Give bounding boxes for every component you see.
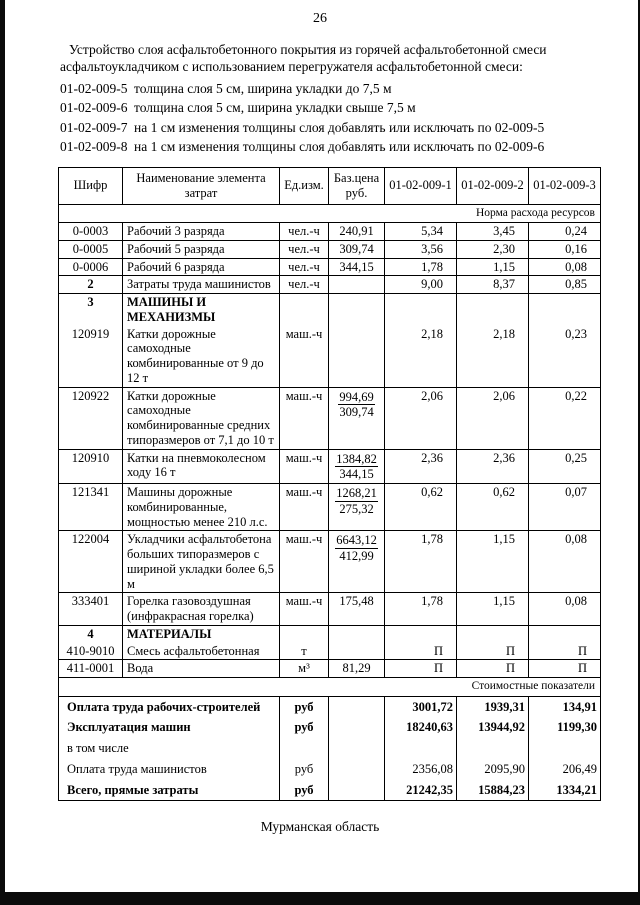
row-code: 120919 [59, 326, 123, 388]
summary-value: 1939,31 [457, 696, 529, 717]
row-value: П [385, 660, 457, 678]
summary-unit: руб [280, 717, 329, 738]
column-header: Наименование элемента затрат [123, 168, 280, 205]
estimate-code-description: на 1 см изменения толщины слоя добавлять или исключать по 02-009-5 [134, 119, 545, 135]
row-code: 2 [59, 276, 123, 294]
table-body [59, 204, 601, 801]
row-value: П [385, 643, 457, 660]
row-value: 2,18 [457, 326, 529, 388]
price-fraction [335, 486, 378, 517]
row-unit [280, 294, 329, 326]
scan-border-left [0, 0, 5, 905]
price-fraction [335, 452, 378, 483]
row-code: 120922 [59, 387, 123, 449]
row-base-price: 240,91 [329, 223, 385, 241]
price-fraction [338, 390, 374, 421]
estimate-code-item [60, 137, 624, 157]
summary-label: Оплата труда машинистов [59, 759, 280, 780]
row-name: Вода [123, 660, 280, 678]
row-base-price: 309,74 [329, 240, 385, 258]
region-footer: Мурманская область [260, 819, 380, 835]
resource-row [59, 326, 601, 388]
row-unit: маш.-ч [280, 484, 329, 531]
row-value [529, 625, 601, 642]
estimate-code-item [60, 98, 624, 118]
column-header: 01-02-009-2 [457, 168, 529, 205]
row-unit: чел.-ч [280, 240, 329, 258]
summary-label: Эксплуатация машин [59, 717, 280, 738]
row-value [529, 294, 601, 326]
resource-row [59, 387, 601, 449]
row-base-price [329, 625, 385, 642]
row-value: 0,25 [529, 449, 601, 484]
row-code: 333401 [59, 593, 123, 626]
summary-value: 15884,23 [457, 780, 529, 801]
summary-value [529, 738, 601, 759]
row-name: Рабочий 3 разряда [123, 223, 280, 241]
row-value: 1,15 [457, 531, 529, 593]
row-name: Машины дорожные комбинированные, мощностью менее 210 л.с. [123, 484, 280, 531]
row-value: 8,37 [457, 276, 529, 294]
price-fraction-numerator: 994,69 [339, 389, 374, 404]
resource-row [59, 531, 601, 593]
section-row [59, 294, 601, 326]
row-unit: маш.-ч [280, 449, 329, 484]
resources-band-row [59, 204, 601, 223]
row-unit [280, 625, 329, 642]
row-name: Затраты труда машинистов [123, 276, 280, 294]
summary-value: 18240,63 [385, 717, 457, 738]
column-header: Ед.изм. [280, 168, 329, 205]
summary-base-price [329, 780, 385, 801]
price-fraction [335, 533, 378, 564]
row-value: 0,24 [529, 223, 601, 241]
estimate-code-list [60, 79, 624, 157]
summary-row [59, 717, 601, 738]
column-header: 01-02-009-1 [385, 168, 457, 205]
price-fraction-numerator: 1268,21 [336, 486, 377, 501]
row-value: 0,08 [529, 593, 601, 626]
row-base-price: 344,15 [329, 258, 385, 276]
row-name: МАШИНЫ И МЕХАНИЗМЫ [123, 294, 280, 326]
summary-label: Оплата труда рабочих-строителей [59, 696, 280, 717]
table-header [59, 168, 601, 205]
row-value: П [457, 643, 529, 660]
row-value: 2,18 [385, 326, 457, 388]
row-name: Катки на пневмоколесном ходу 16 т [123, 449, 280, 484]
row-value: 0,62 [385, 484, 457, 531]
row-code: 411-0001 [59, 660, 123, 678]
column-header: Баз.цена руб. [329, 168, 385, 205]
price-fraction-numerator: 1384,82 [336, 451, 377, 466]
summary-base-price [329, 738, 385, 759]
row-base-price [329, 387, 385, 449]
row-value [457, 625, 529, 642]
row-base-price: 175,48 [329, 593, 385, 626]
estimate-code-description: толщина слоя 5 см, ширина укладки свыше 7,5 м [134, 100, 416, 116]
row-unit: чел.-ч [280, 276, 329, 294]
section-row [59, 625, 601, 642]
row-value: 0,22 [529, 387, 601, 449]
summary-value: 3001,72 [385, 696, 457, 717]
summary-base-price [329, 696, 385, 717]
resource-row [59, 276, 601, 294]
row-name: Укладчики асфальтобетона больших типоразмеров с шириной укладки более 6,5 м [123, 531, 280, 593]
price-fraction-denominator: 344,15 [339, 467, 374, 482]
resource-row [59, 484, 601, 531]
row-base-price [329, 326, 385, 388]
summary-value: 21242,35 [385, 780, 457, 801]
resource-row [59, 449, 601, 484]
resource-row [59, 593, 601, 626]
row-value: П [529, 643, 601, 660]
summary-row [59, 696, 601, 717]
row-value: 0,07 [529, 484, 601, 531]
row-unit: маш.-ч [280, 531, 329, 593]
row-value: 0,23 [529, 326, 601, 388]
price-fraction-numerator: 6643,12 [336, 533, 377, 548]
summary-row [59, 738, 601, 759]
row-value: 2,06 [457, 387, 529, 449]
row-value: 0,85 [529, 276, 601, 294]
row-value: 0,08 [529, 531, 601, 593]
resources-band-label: Норма расхода ресурсов [59, 204, 601, 223]
price-fraction-denominator: 309,74 [339, 405, 374, 420]
row-unit: чел.-ч [280, 258, 329, 276]
row-code: 121341 [59, 484, 123, 531]
row-base-price [329, 643, 385, 660]
row-unit: маш.-ч [280, 326, 329, 388]
summary-unit: руб [280, 759, 329, 780]
row-unit: чел.-ч [280, 223, 329, 241]
row-value: 1,15 [457, 593, 529, 626]
row-value: П [529, 660, 601, 678]
row-value: 1,15 [457, 258, 529, 276]
estimate-code-description: толщина слоя 5 см, ширина укладки до 7,5 м [134, 80, 392, 96]
intro-line-1: Устройство слоя асфальтобетонного покрытия из горячей асфальтобетонной смеси [69, 42, 547, 57]
summary-value [457, 738, 529, 759]
row-code: 410-9010 [59, 643, 123, 660]
row-unit: маш.-ч [280, 593, 329, 626]
row-value: 9,00 [385, 276, 457, 294]
row-base-price [329, 531, 385, 593]
row-name: Рабочий 6 разряда [123, 258, 280, 276]
norms-table [58, 167, 601, 801]
row-value [385, 625, 457, 642]
summary-value: 134,91 [529, 696, 601, 717]
row-value: 2,06 [385, 387, 457, 449]
row-base-price [329, 449, 385, 484]
row-base-price [329, 276, 385, 294]
estimate-code-item [60, 79, 624, 99]
row-code: 3 [59, 294, 123, 326]
resource-row [59, 643, 601, 660]
estimate-code: 01-02-009-7 [60, 119, 128, 135]
row-code: 120910 [59, 449, 123, 484]
intro-paragraph [60, 42, 604, 76]
summary-unit: руб [280, 696, 329, 717]
costs-band-row [59, 678, 601, 697]
row-name: МАТЕРИАЛЫ [123, 625, 280, 642]
row-value: 0,16 [529, 240, 601, 258]
row-code: 0-0005 [59, 240, 123, 258]
row-value: 2,36 [385, 449, 457, 484]
row-value: 0,08 [529, 258, 601, 276]
price-fraction-denominator: 275,32 [339, 501, 374, 516]
row-value: П [457, 660, 529, 678]
price-fraction-denominator: 412,99 [339, 549, 374, 564]
summary-row [59, 780, 601, 801]
summary-value: 1199,30 [529, 717, 601, 738]
summary-base-price [329, 717, 385, 738]
resource-row [59, 660, 601, 678]
row-name: Рабочий 5 разряда [123, 240, 280, 258]
estimate-code-item [60, 118, 624, 138]
column-header: 01-02-009-3 [529, 168, 601, 205]
summary-base-price [329, 759, 385, 780]
summary-value: 1334,21 [529, 780, 601, 801]
row-value: 1,78 [385, 593, 457, 626]
row-value [457, 294, 529, 326]
row-value: 2,36 [457, 449, 529, 484]
row-name: Катки дорожные самоходные комбинированные средних типоразмеров от 7,1 до 10 т [123, 387, 280, 449]
summary-value: 13944,92 [457, 717, 529, 738]
column-header: Шифр [59, 168, 123, 205]
estimate-code: 01-02-009-5 [60, 80, 128, 96]
row-base-price [329, 294, 385, 326]
row-code: 0-0003 [59, 223, 123, 241]
row-code: 4 [59, 625, 123, 642]
row-base-price: 81,29 [329, 660, 385, 678]
summary-value [385, 738, 457, 759]
resource-row [59, 240, 601, 258]
resource-row [59, 223, 601, 241]
summary-label: Всего, прямые затраты [59, 780, 280, 801]
row-code: 122004 [59, 531, 123, 593]
scan-border-bottom [0, 892, 640, 905]
row-unit: маш.-ч [280, 387, 329, 449]
row-name: Катки дорожные самоходные комбинированные от 9 до 12 т [123, 326, 280, 388]
resource-row [59, 258, 601, 276]
summary-value: 206,49 [529, 759, 601, 780]
row-value [385, 294, 457, 326]
row-unit: м³ [280, 660, 329, 678]
row-value: 5,34 [385, 223, 457, 241]
row-value: 3,45 [457, 223, 529, 241]
table-header-row [59, 168, 601, 205]
costs-band-label: Стоимостные показатели [59, 678, 601, 697]
summary-row [59, 759, 601, 780]
summary-unit [280, 738, 329, 759]
summary-unit: руб [280, 780, 329, 801]
row-value: 3,56 [385, 240, 457, 258]
row-name: Смесь асфальтобетонная [123, 643, 280, 660]
row-value: 0,62 [457, 484, 529, 531]
estimate-code: 01-02-009-8 [60, 139, 128, 155]
page-number: 26 [313, 11, 327, 26]
row-value: 2,30 [457, 240, 529, 258]
row-value: 1,78 [385, 531, 457, 593]
row-value: 1,78 [385, 258, 457, 276]
estimate-code-description: на 1 см изменения толщины слоя добавлять или исключать по 02-009-6 [134, 139, 545, 155]
estimate-code: 01-02-009-6 [60, 100, 128, 116]
summary-label: в том числе [59, 738, 280, 759]
row-name: Горелка газовоздушная (инфракрасная горелка) [123, 593, 280, 626]
summary-value: 2095,90 [457, 759, 529, 780]
row-base-price [329, 484, 385, 531]
intro-line-2: асфальтоукладчиком с использованием перегружателя асфальтобетонной смеси: [60, 58, 523, 74]
summary-value: 2356,08 [385, 759, 457, 780]
row-unit: т [280, 643, 329, 660]
row-code: 0-0006 [59, 258, 123, 276]
